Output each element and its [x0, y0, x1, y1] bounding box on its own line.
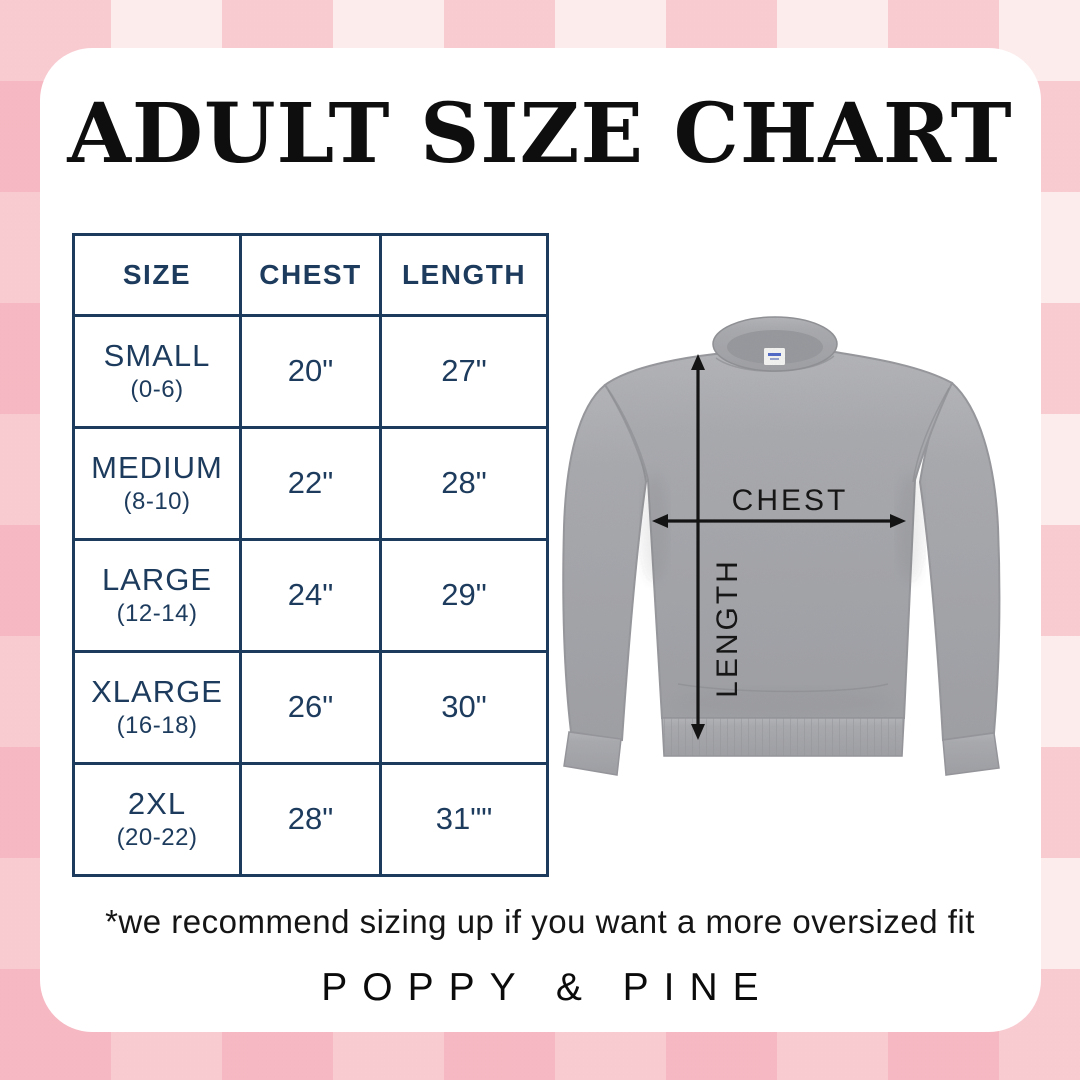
column-header-size: SIZE — [75, 236, 239, 314]
table-row-2xl-size — [75, 765, 239, 874]
sweatshirt-image — [558, 312, 1028, 792]
size-label: SMALL — [103, 338, 211, 374]
size-range: (12-14) — [116, 599, 198, 627]
table-cell-chest: 26" — [242, 653, 379, 762]
size-label: LARGE — [101, 562, 213, 598]
table-cell-chest: 24" — [242, 541, 379, 650]
right-sleeve — [920, 383, 999, 740]
right-cuff — [943, 733, 999, 775]
table-cell-length: 27" — [382, 317, 546, 426]
chest-dimension-label: CHEST — [731, 484, 849, 517]
column-header-length: LENGTH — [382, 236, 546, 314]
size-label: XLARGE — [91, 674, 223, 710]
length-dimension-label: LENGTH — [711, 558, 744, 698]
collar-tag — [764, 348, 785, 365]
table-cell-length: 29" — [382, 541, 546, 650]
sizing-note: *we recommend sizing up if you want a more oversized fit — [105, 903, 975, 940]
shadow-right-armpit — [897, 472, 923, 582]
size-table — [72, 233, 549, 877]
table-row-large-size — [75, 541, 239, 650]
shadow-left-armpit — [642, 472, 668, 582]
table-row-small-size — [75, 317, 239, 426]
sweatshirt-body-group — [563, 317, 999, 775]
left-cuff — [564, 732, 621, 775]
size-range: (0-6) — [130, 375, 184, 403]
collar-tag-print — [768, 353, 781, 356]
size-range: (8-10) — [123, 487, 191, 515]
table-cell-chest: 22" — [242, 429, 379, 538]
brand-name: POPPY & PINE — [321, 966, 774, 1009]
size-range: (16-18) — [116, 711, 198, 739]
collar-tag-print-small — [770, 358, 779, 360]
column-header-chest: CHEST — [242, 236, 379, 314]
sweatshirt-diagram — [558, 312, 1028, 792]
size-label: 2XL — [127, 786, 187, 822]
size-label: MEDIUM — [91, 450, 223, 486]
table-cell-length: 30" — [382, 653, 546, 762]
table-cell-chest: 28" — [242, 765, 379, 874]
page-title: ADULT SIZE CHART — [67, 86, 1013, 182]
table-cell-chest: 20" — [242, 317, 379, 426]
size-range: (20-22) — [116, 823, 198, 851]
table-cell-length: 28" — [382, 429, 546, 538]
table-row-xlarge-size — [75, 653, 239, 762]
table-row-medium-size — [75, 429, 239, 538]
table-cell-length: 31"" — [382, 765, 546, 874]
